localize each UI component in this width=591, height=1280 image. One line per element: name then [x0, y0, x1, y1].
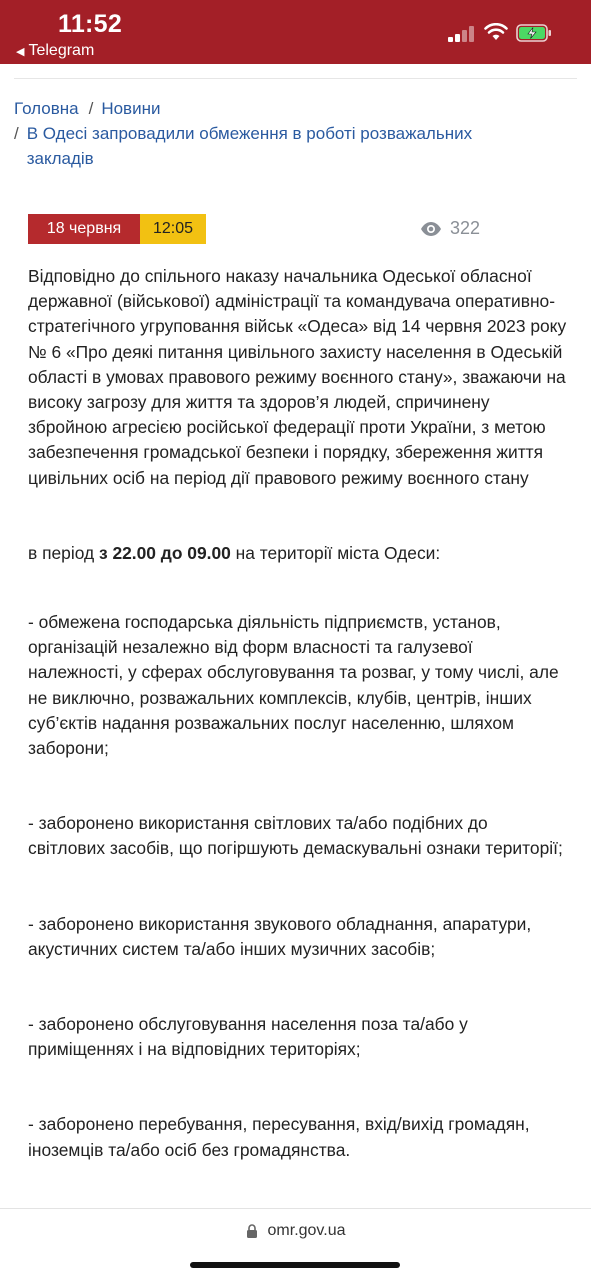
article-period-paragraph [28, 541, 568, 566]
browser-url-bar[interactable] [0, 1222, 591, 1240]
period-hours: з 22.00 до 09.00 [98, 542, 231, 563]
time-badge: 12:05 [140, 214, 206, 244]
article-intro-paragraph: Відповідно до спільного наказу начальника Одеської обласної державної (військової) адміністрації та командувача оперативно-стратегічного угруповання військ «Одеса» від 14 червня 2023 року № 6 «Про деякі питання цивільного захисту населення в Одеській області в умовах правового режиму воєнного стану», зважаючи на високу загрозу для життя та здоров’я людей, спричинену збройною агресією російської федерації проти України, з метою забезпечення громадської безпеки і порядку, збереження життя цивільних осіб на період дії правового режиму воєнного стану [28, 266, 567, 488]
views-count: 322 [449, 218, 480, 238]
views-counter [420, 218, 480, 239]
status-time: 11:52 [58, 10, 123, 38]
date-badge: 18 червня [28, 214, 140, 244]
browser-url: omr.gov.ua [267, 1222, 346, 1239]
back-app-label: Telegram [28, 42, 95, 59]
breadcrumb-news-link[interactable]: Новини [101, 99, 161, 118]
wifi-icon [484, 23, 508, 41]
header-divider [14, 78, 577, 79]
period-prefix: в період [28, 542, 99, 563]
restriction-item: - заборонено використання звукового обладнання, апаратури, акустичних систем та/або інших музичних засобів; [28, 913, 532, 959]
breadcrumb [14, 96, 534, 171]
breadcrumb-separator: / [14, 124, 19, 143]
breadcrumb-home-link[interactable]: Головна [14, 99, 79, 118]
back-arrow-icon: ◀ [16, 45, 25, 58]
toolbar-divider [0, 1208, 591, 1209]
back-to-telegram-button[interactable] [16, 42, 94, 60]
breadcrumb-current-page[interactable]: В Одесі запровадили обмеження в роботі розважальних закладів [26, 124, 473, 168]
home-indicator[interactable] [190, 1262, 400, 1268]
cellular-signal-icon [448, 26, 476, 42]
restriction-item: - обмежена господарська діяльність підприємств, установ, організацій незалежно від форм власності та галузевої належності, у сферах обслуговування та розваг, у тому числі, але не виключно, розважальних комплексів, клубів, центрів, інших суб’єктів надання розважальних послуг населенню, шляхом заборони; [28, 612, 559, 759]
restriction-item: - заборонено перебування, пересування, вхід/вихід громадян, іноземців та/або осіб без громадянства. [28, 1114, 530, 1160]
battery-charging-icon [516, 23, 552, 43]
article-meta [28, 214, 480, 244]
period-suffix: на території міста Одеси: [230, 542, 441, 563]
status-bar [0, 0, 591, 64]
eye-icon [420, 221, 442, 237]
article-body [28, 264, 568, 1163]
restriction-item: - заборонено обслуговування населення поза та/або у приміщеннях і на відповідних територіях; [28, 1014, 468, 1060]
restriction-item: - заборонено використання світлових та/або подібних до світлових засобів, що погіршують демаскувальні ознаки території; [28, 813, 563, 859]
lock-icon [246, 1224, 258, 1238]
breadcrumb-separator: / [88, 99, 94, 118]
